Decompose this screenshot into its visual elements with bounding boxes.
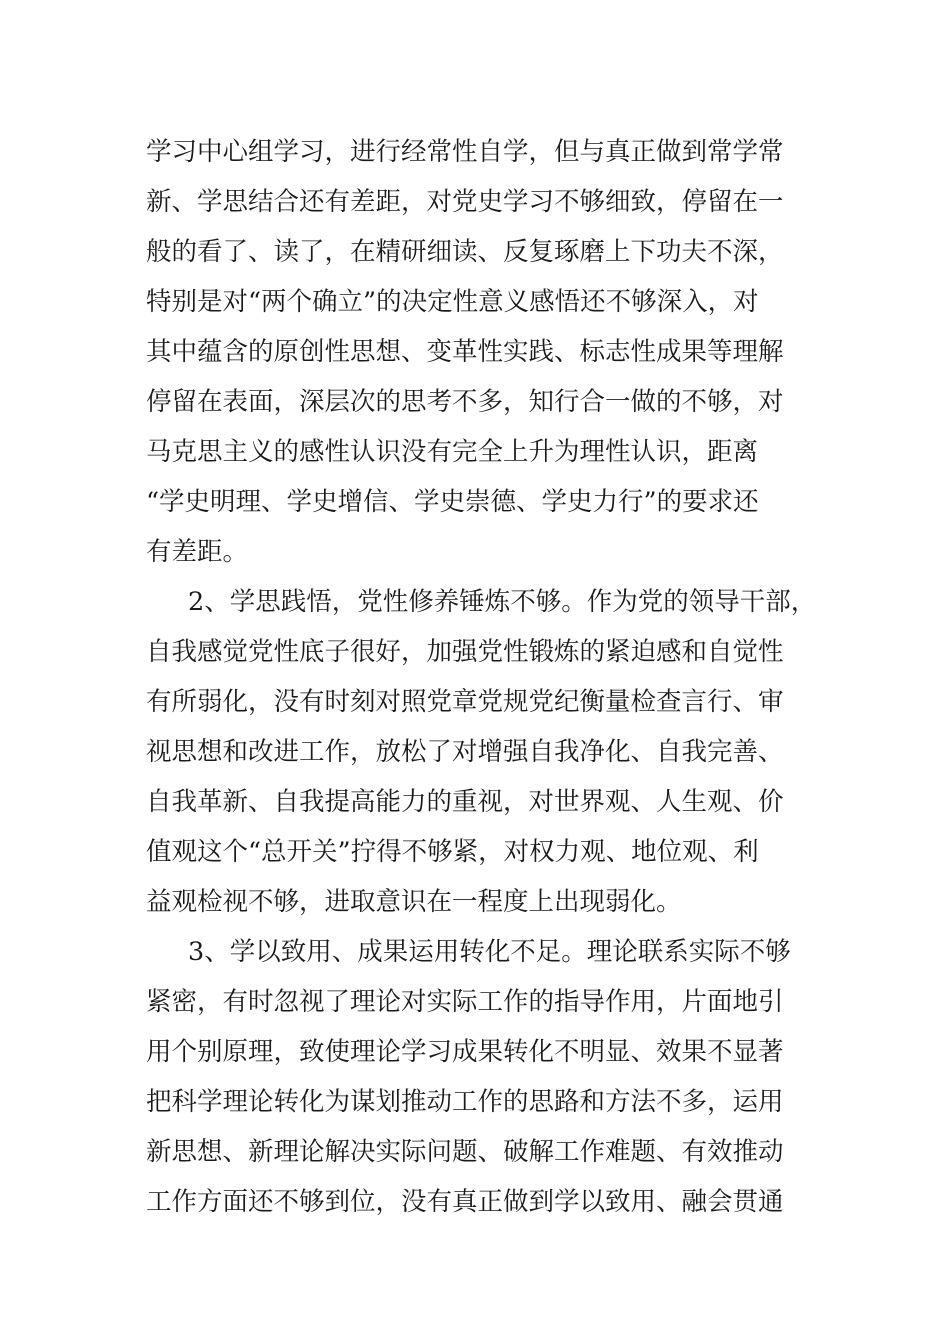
text-line: 紧密，有时忽视了理论对实际工作的指导作用，片面地引 — [146, 987, 784, 1017]
text-line: 停留在表面，深层次的思考不多，知行合一做的不够，对 — [146, 387, 784, 417]
text-line: “学史明理、学史增信、学史崇德、学史力行”的要求还 — [146, 487, 759, 517]
text-line: 般的看了、读了，在精研细读、反复琢磨上下功夫不深， — [146, 237, 784, 267]
text-line: 马克思主义的感性认识没有完全上升为理性认识，距离 — [146, 437, 759, 467]
paragraph-start-line: 3、学以致用、成果运用转化不足。理论联系实际不够 — [188, 937, 791, 967]
text-line: 用个别原理，致使理论学习成果转化不明显、效果不显著 — [146, 1037, 784, 1067]
text-line: 有差距。 — [146, 537, 249, 567]
text-line: 自我革新、自我提高能力的重视，对世界观、人生观、价 — [146, 787, 784, 817]
text-line: 其中蕴含的原创性思想、变革性实践、标志性成果等理解 — [146, 337, 784, 367]
text-line: 视思想和改进工作，放松了对增强自我净化、自我完善、 — [146, 737, 784, 767]
text-line: 新思想、新理论解决实际问题、破解工作难题、有效推动 — [146, 1137, 784, 1167]
text-line: 益观检视不够，进取意识在一程度上出现弱化。 — [146, 887, 682, 917]
text-line: 工作方面还不够到位，没有真正做到学以致用、融会贯通 — [146, 1187, 784, 1217]
text-line: 特别是对“两个确立”的决定性意义感悟还不够深入，对 — [146, 287, 759, 317]
text-line: 把科学理论转化为谋划推动工作的思路和方法不多，运用 — [146, 1087, 784, 1117]
paragraph-start-line: 2、学思践悟，党性修养锤炼不够。作为党的领导干部， — [188, 587, 817, 617]
text-line: 自我感觉党性底子很好，加强党性锻炼的紧迫感和自觉性 — [146, 637, 784, 667]
text-line: 新、学思结合还有差距，对党史学习不够细致，停留在一 — [146, 187, 784, 217]
text-line: 学习中心组学习，进行经常性自学，但与真正做到常学常 — [146, 137, 784, 167]
text-line: 值观这个“总开关”拧得不够紧，对权力观、地位观、利 — [146, 837, 759, 867]
text-line: 有所弱化，没有时刻对照党章党规党纪衡量检查言行、审 — [146, 687, 784, 717]
